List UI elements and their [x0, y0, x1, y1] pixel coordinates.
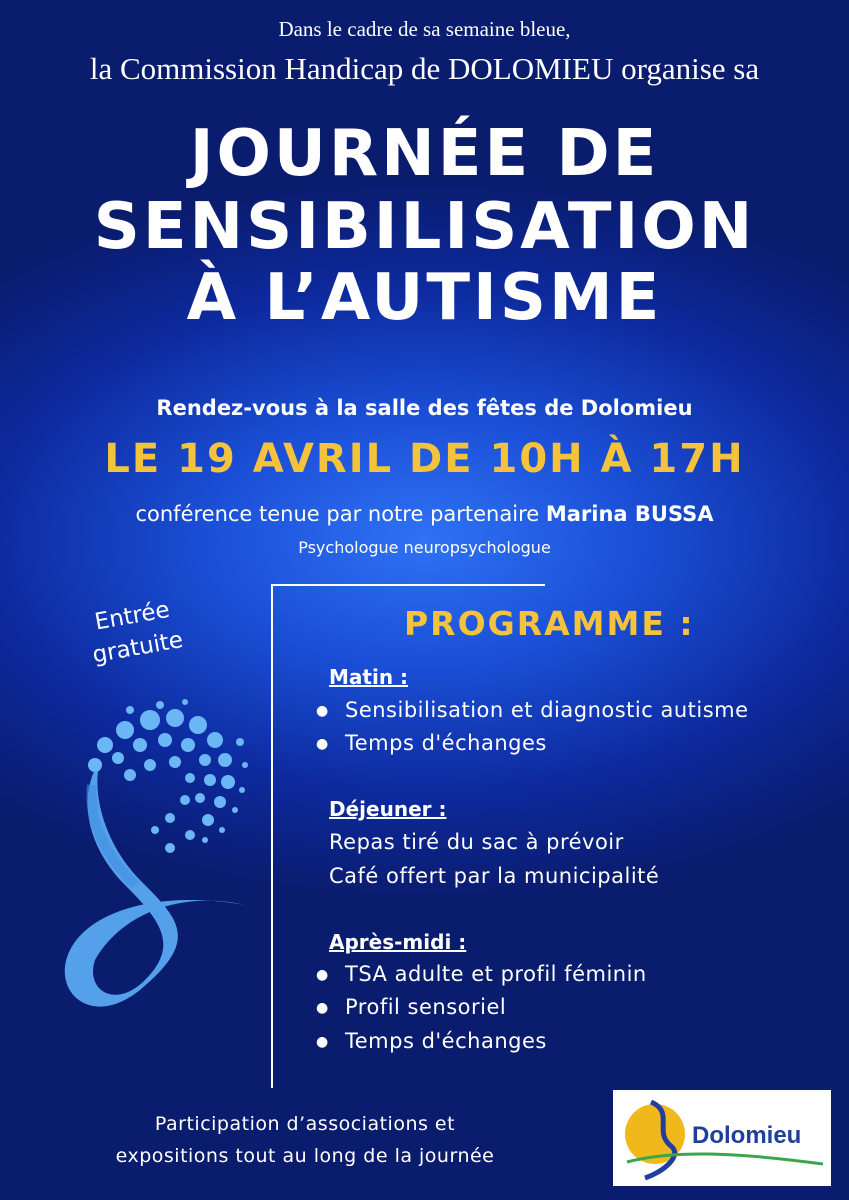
list-item: Temps d'échanges	[345, 1029, 547, 1053]
list-item: Repas tiré du sac à prévoir	[329, 830, 624, 854]
logo-text: Dolomieu	[692, 1122, 802, 1149]
horizontal-divider	[271, 584, 545, 586]
speaker-name: Marina BUSSA	[545, 502, 714, 526]
autism-ribbon-icon	[30, 690, 260, 1040]
programme-title: PROGRAMME :	[404, 604, 695, 643]
section-heading-matin: Matin :	[329, 665, 409, 689]
title-line-2: SENSIBILISATION	[93, 190, 756, 264]
section-heading-dejeuner: Déjeuner :	[329, 797, 447, 821]
intro-line-1: Dans le cadre de sa semaine bleue,	[278, 17, 571, 41]
bullet-icon: ●	[316, 1000, 329, 1016]
conference-text	[0, 502, 849, 526]
free-entry-badge	[56, 587, 215, 676]
footer-line-2: expositions tout au long de la journée	[115, 1145, 495, 1167]
title-line-1: JOURNÉE DE	[189, 117, 660, 191]
list-item: Temps d'échanges	[345, 731, 547, 755]
free-entry-line-1: Entrée	[92, 596, 172, 636]
free-entry-line-2: gratuite	[90, 627, 185, 669]
bullet-icon: ●	[316, 1034, 329, 1050]
intro-line-2: la Commission Handicap de DOLOMIEU organise sa	[89, 51, 760, 86]
list-item: Profil sensoriel	[345, 995, 507, 1019]
event-date: LE 19 AVRIL DE 10H À 17H	[104, 436, 745, 482]
conference-prefix: conférence tenue par notre partenaire	[135, 502, 546, 526]
footer-line-1: Participation d’associations et	[154, 1113, 456, 1135]
vertical-divider	[271, 585, 273, 1088]
bullet-icon: ●	[316, 736, 329, 752]
title-line-3: À L’AUTISME	[186, 261, 663, 335]
bullet-icon: ●	[316, 703, 329, 719]
venue-text: Rendez-vous à la salle des fêtes de Dolomieu	[156, 396, 693, 420]
list-item: Sensibilisation et diagnostic autisme	[345, 698, 749, 722]
list-item: Café offert par la municipalité	[329, 864, 660, 888]
list-item: TSA adulte et profil féminin	[345, 962, 647, 986]
bullet-icon: ●	[316, 967, 329, 983]
speaker-role: Psychologue neuropsychologue	[298, 538, 551, 557]
section-heading-apres-midi: Après-midi :	[329, 930, 467, 954]
